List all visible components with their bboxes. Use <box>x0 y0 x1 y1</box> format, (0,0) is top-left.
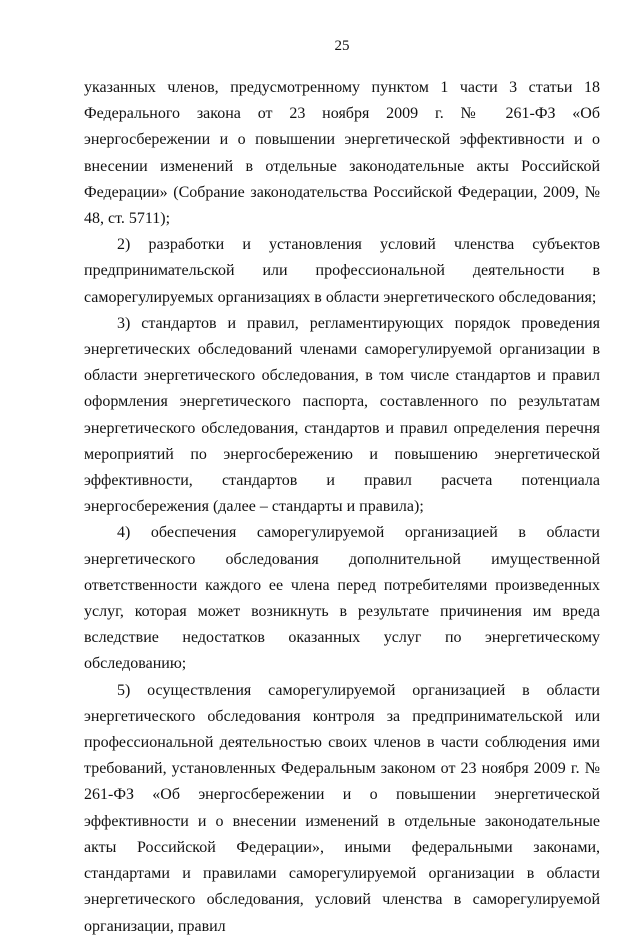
paragraph-item-3: 3) стандартов и правил, регламентирующих порядок проведения энергетических обследований членами саморегулируемой организации в области энергетического обследования, в том числе стандартов и правил оформления энергетического паспорта, составленного по результатам энергетического обследования, стандартов и правил определения перечня мероприятий по энергосбережению и повышению энергетической эффективности, стандартов и правил расчета потенциала энергосбережения (далее – стандарты и правила); <box>84 314 600 516</box>
paragraph-continuation: указанных членов, предусмотренному пунктом 1 части 3 статьи 18 Федерального закона от 23 ноября 2009 г. № 261-ФЗ «Об энергосбережении и о повышении энергетической эффективности и о внесении изменений в отдельные законодательные акты Российской Федерации» (Собрание законодательства Российской Федерации, 2009, № 48, ст. 5711); <box>84 79 600 228</box>
page-number: 25 <box>334 38 350 54</box>
paragraph-item-4: 4) обеспечения саморегулируемой организацией в области энергетического обследования дополнительной имущественной ответственности каждого ее члена перед потребителями произведенных услуг, которая может возникнуть в результате причинения им вреда вследствие недостатков оказанных услуг по энергетическому обследованию; <box>84 524 600 673</box>
paragraph-item-5: 5) осуществления саморегулируемой организацией в области энергетического обследования контроля за предпринимательской или профессиональной деятельностью своих членов в части соблюдения ими требований, установленных Федеральным законом от 23 ноября 2009 г. № 261-ФЗ «Об энергосбережении и о повышении энергетической эффективности и о внесении изменений в отдельные законодательные акты Российской Федерации», иными федеральными законами, стандартами и правилами саморегулируемой организации в области энергетического обследования, условий членства в саморегулируемой организации, правил <box>84 681 600 935</box>
paragraph-item-2: 2) разработки и установления условий членства субъектов предпринимательской или профессиональной деятельности в саморегулируемых организациях в области энергетического обследования; <box>84 236 600 306</box>
